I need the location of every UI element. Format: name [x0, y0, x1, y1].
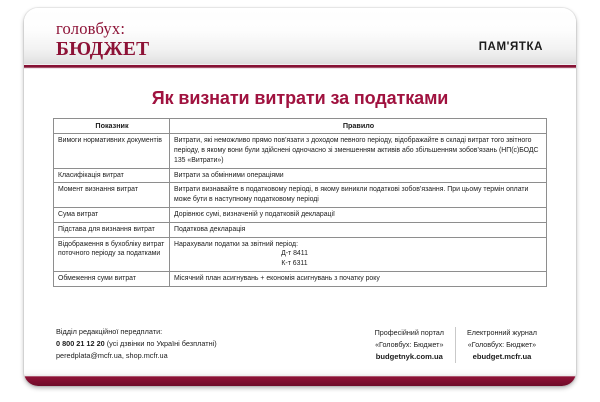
- table-row: [54, 134, 547, 168]
- table-row: [54, 271, 547, 286]
- resource-journal: [455, 327, 548, 363]
- cell-rule: Витрати за обмінними операціями: [170, 168, 547, 183]
- accounting-entry-debit: Д-т 8411: [281, 250, 308, 258]
- subscription-phone-line: [56, 338, 217, 350]
- subscription-contacts[interactable]: peredplata@mcfr.ua, shop.mcfr.ua: [56, 350, 168, 360]
- cell-indicator: Класифікація витрат: [54, 168, 170, 183]
- subscription-phone-note: (усі дзвінки по Україні безплатні): [106, 338, 217, 348]
- cell-rule: Місячний план асигнувань + економія асигнувань з початку року: [170, 271, 547, 286]
- cell-indicator: Вимоги нормативних документів: [54, 134, 170, 168]
- resource-portal-line2: «Головбух: Бюджет»: [375, 339, 444, 349]
- resource-portal-line1: Професійний портал: [374, 328, 444, 337]
- accounting-entry-credit: К-т 6311: [281, 260, 308, 268]
- table-row: [54, 208, 547, 223]
- cell-rule-text: Нарахували податки за звітний період:: [174, 240, 298, 248]
- brand-logo: [56, 21, 149, 59]
- column-header-rule: Правило: [170, 119, 547, 134]
- table-row: [54, 222, 547, 237]
- table-row: [54, 168, 547, 183]
- memo-table: [53, 118, 547, 287]
- resources-block: [364, 327, 548, 363]
- cell-indicator: Обмеження суми витрат: [54, 271, 170, 286]
- cell-indicator: Підстава для визнання витрат: [54, 222, 170, 237]
- cell-rule: Витрати визнавайте в податковому періоді, в якому виникли податкові зобов’язання. При цьому термін оплати може бути в наступному податковому періоді: [170, 183, 547, 208]
- cell-indicator: Сума витрат: [54, 208, 170, 223]
- table-header-row: [54, 119, 547, 134]
- card-footer: [24, 326, 576, 374]
- brand-logo-line2: БЮДЖЕТ: [56, 38, 150, 60]
- cell-rule: Дорівнює сумі, визначеній у податковій декларації: [170, 208, 547, 223]
- page-title: Як визнати витрати за податками: [151, 88, 449, 108]
- resource-portal: [364, 327, 455, 363]
- cell-indicator: Момент визнання витрат: [54, 183, 170, 208]
- memo-table-head: [54, 119, 547, 134]
- subscription-label: Відділ редакційної передплати:: [56, 327, 163, 336]
- cell-indicator: Відображення в бухобліку витрат поточного періоду за податками: [54, 237, 170, 271]
- memo-table-wrapper: [53, 118, 547, 287]
- subscription-block: [56, 326, 217, 361]
- resource-journal-site[interactable]: ebudget.mcfr.ua: [472, 352, 532, 362]
- resource-journal-line2: «Головбух: Бюджет»: [467, 339, 537, 349]
- header-accent-rule: [24, 64, 576, 69]
- brand-logo-line1: головбух:: [56, 19, 126, 38]
- table-row: [54, 183, 547, 208]
- document-type-badge: ПАМ'ЯТКА: [478, 41, 543, 53]
- resource-journal-line1: Електронний журнал: [466, 328, 537, 337]
- memo-card: [24, 8, 576, 386]
- cell-rule: Витрати, які неможливо прямо пов’язати з доходом певного періоду, відображайте в складі витрат того звітного періоду, в якому вони були здійснені одночасно зі зменшенням активів або збільшенням зобов’язань (НП(с)БОДС 135 «Витрати»): [170, 134, 547, 168]
- table-row: [54, 237, 547, 271]
- resource-portal-site[interactable]: budgetnyk.com.ua: [375, 352, 443, 362]
- subscription-phone[interactable]: 0 800 21 12 20: [56, 338, 105, 348]
- memo-table-body: [54, 134, 547, 287]
- cell-rule: [170, 237, 547, 271]
- accounting-entries: [174, 249, 543, 269]
- column-header-indicator: Показник: [54, 119, 170, 134]
- card-bottom-accent-band: [24, 369, 576, 386]
- cell-rule: Податкова декларація: [170, 222, 547, 237]
